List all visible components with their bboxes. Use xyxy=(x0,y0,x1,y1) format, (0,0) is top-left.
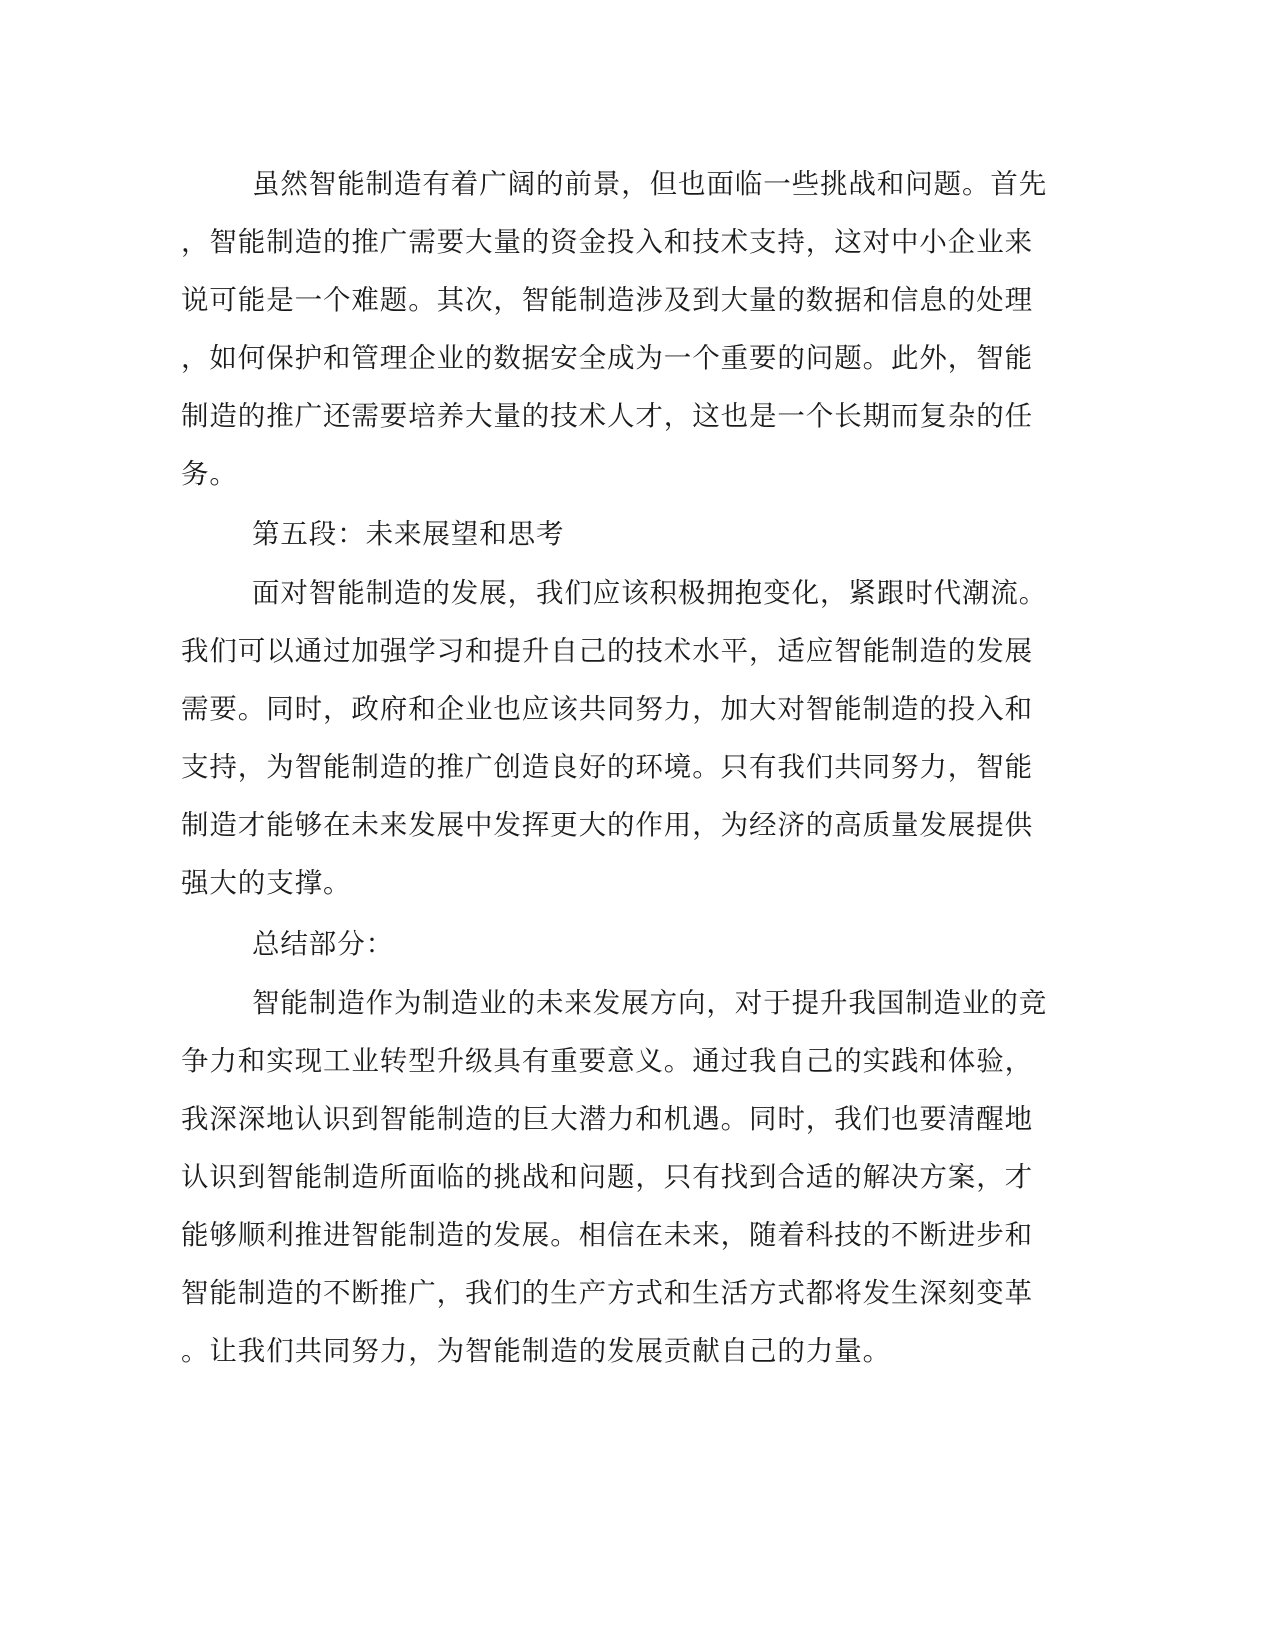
summary-heading: 总结部分： xyxy=(252,928,394,960)
paragraph-2-line-4: 支持，为智能制造的推广创造良好的环境。只有我们共同努力，智能 xyxy=(181,751,1033,783)
paragraph-2-line-2: 我们可以通过加强学习和提升自己的技术水平，适应智能制造的发展 xyxy=(181,635,1033,667)
paragraph-3-line-1: 智能制造作为制造业的未来发展方向，对于提升我国制造业的竞 xyxy=(252,987,1048,1019)
paragraph-3-line-2: 争力和实现工业转型升级具有重要意义。通过我自己的实践和体验， xyxy=(181,1045,1033,1077)
paragraph-3-line-4: 认识到智能制造所面临的挑战和问题，只有找到合适的解决方案，才 xyxy=(181,1161,1033,1193)
paragraph-1-line-3: 说可能是一个难题。其次，智能制造涉及到大量的数据和信息的处理 xyxy=(181,284,1033,316)
paragraph-1-line-4: ，如何保护和管理企业的数据安全成为一个重要的问题。此外，智能 xyxy=(181,342,1033,374)
section-heading-5: 第五段：未来展望和思考 xyxy=(252,518,565,550)
paragraph-3-line-6: 智能制造的不断推广，我们的生产方式和生活方式都将发生深刻变革 xyxy=(181,1277,1033,1309)
paragraph-1-line-1: 虽然智能制造有着广阔的前景，但也面临一些挑战和问题。首先 xyxy=(252,168,1048,200)
paragraph-1-line-6: 务。 xyxy=(181,458,238,490)
paragraph-1-line-5: 制造的推广还需要培养大量的技术人才，这也是一个长期而复杂的任 xyxy=(181,400,1033,432)
paragraph-2-line-1: 面对智能制造的发展，我们应该积极拥抱变化，紧跟时代潮流。 xyxy=(252,577,1048,609)
paragraph-2-line-6: 强大的支撑。 xyxy=(181,867,352,899)
paragraph-2-line-3: 需要。同时，政府和企业也应该共同努力，加大对智能制造的投入和 xyxy=(181,693,1033,725)
paragraph-1-line-2: ，智能制造的推广需要大量的资金投入和技术支持，这对中小企业来 xyxy=(181,226,1033,258)
paragraph-3-line-3: 我深深地认识到智能制造的巨大潜力和机遇。同时，我们也要清醒地 xyxy=(181,1103,1033,1135)
paragraph-3-line-5: 能够顺利推进智能制造的发展。相信在未来，随着科技的不断进步和 xyxy=(181,1219,1033,1251)
paragraph-2-line-5: 制造才能够在未来发展中发挥更大的作用，为经济的高质量发展提供 xyxy=(181,809,1033,841)
paragraph-3-line-7: 。让我们共同努力，为智能制造的发展贡献自己的力量。 xyxy=(181,1335,891,1367)
